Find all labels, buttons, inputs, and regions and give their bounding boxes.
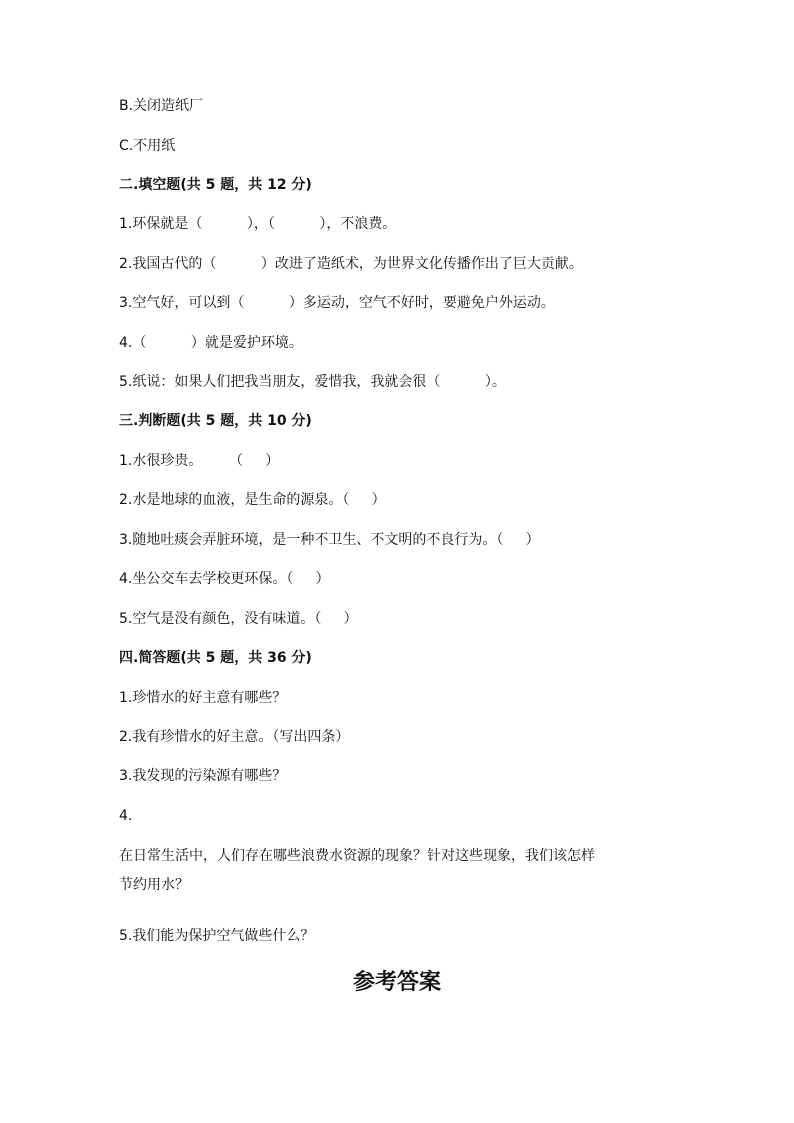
judge-question-5: 5.空气是没有颜色，没有味道。（ ）	[119, 611, 358, 627]
judge-question-4: 4.坐公交车去学校更环保。（ ）	[119, 571, 330, 587]
judge-question-2: 2.水是地球的血液，是生命的源泉。（ ）	[119, 492, 386, 508]
section-4-title: 四.简答题(共 5 题，共 36 分)	[119, 650, 312, 666]
judge-question-1: 1.水很珍贵。 （ ）	[119, 453, 280, 469]
judge-question-3: 3.随地吐痰会弄脏环境，是一种不卫生、不文明的不良行为。（ ）	[119, 532, 540, 548]
short-question-5: 5.我们能为保护空气做些什么？	[119, 928, 315, 944]
fill-question-5: 5.纸说：如果人们把我当朋友，爱惜我，我就会很（ ）。	[119, 374, 506, 390]
fill-question-4: 4.（ ）就是爱护环境。	[119, 335, 303, 351]
answers-heading: 参考答案	[352, 969, 441, 995]
short-question-3: 3.我发现的污染源有哪些？	[119, 768, 287, 784]
option-b: B.关闭造纸厂	[119, 98, 204, 114]
short-question-4-text-line-2: 节约用水？	[119, 877, 189, 893]
short-question-1: 1.珍惜水的好主意有哪些？	[119, 690, 287, 706]
section-2-title: 二.填空题(共 5 题，共 12 分)	[119, 177, 312, 193]
fill-question-2: 2.我国古代的（ ）改进了造纸术，为世界文化传播作出了巨大贡献。	[119, 256, 583, 272]
short-question-2: 2.我有珍惜水的好主意。（写出四条）	[119, 729, 350, 745]
fill-question-1: 1.环保就是（ ），（ ），不浪费。	[119, 216, 397, 232]
section-3-title: 三.判断题(共 5 题，共 10 分)	[119, 413, 312, 429]
option-c: C.不用纸	[119, 138, 176, 154]
short-question-4-text-line-1: 在日常生活中，人们存在哪些浪费水资源的现象？针对这些现象，我们该怎样	[119, 848, 595, 864]
fill-question-3: 3.空气好，可以到（ ）多运动，空气不好时，要避免户外运动。	[119, 295, 555, 311]
short-question-4-number: 4.	[119, 808, 133, 824]
